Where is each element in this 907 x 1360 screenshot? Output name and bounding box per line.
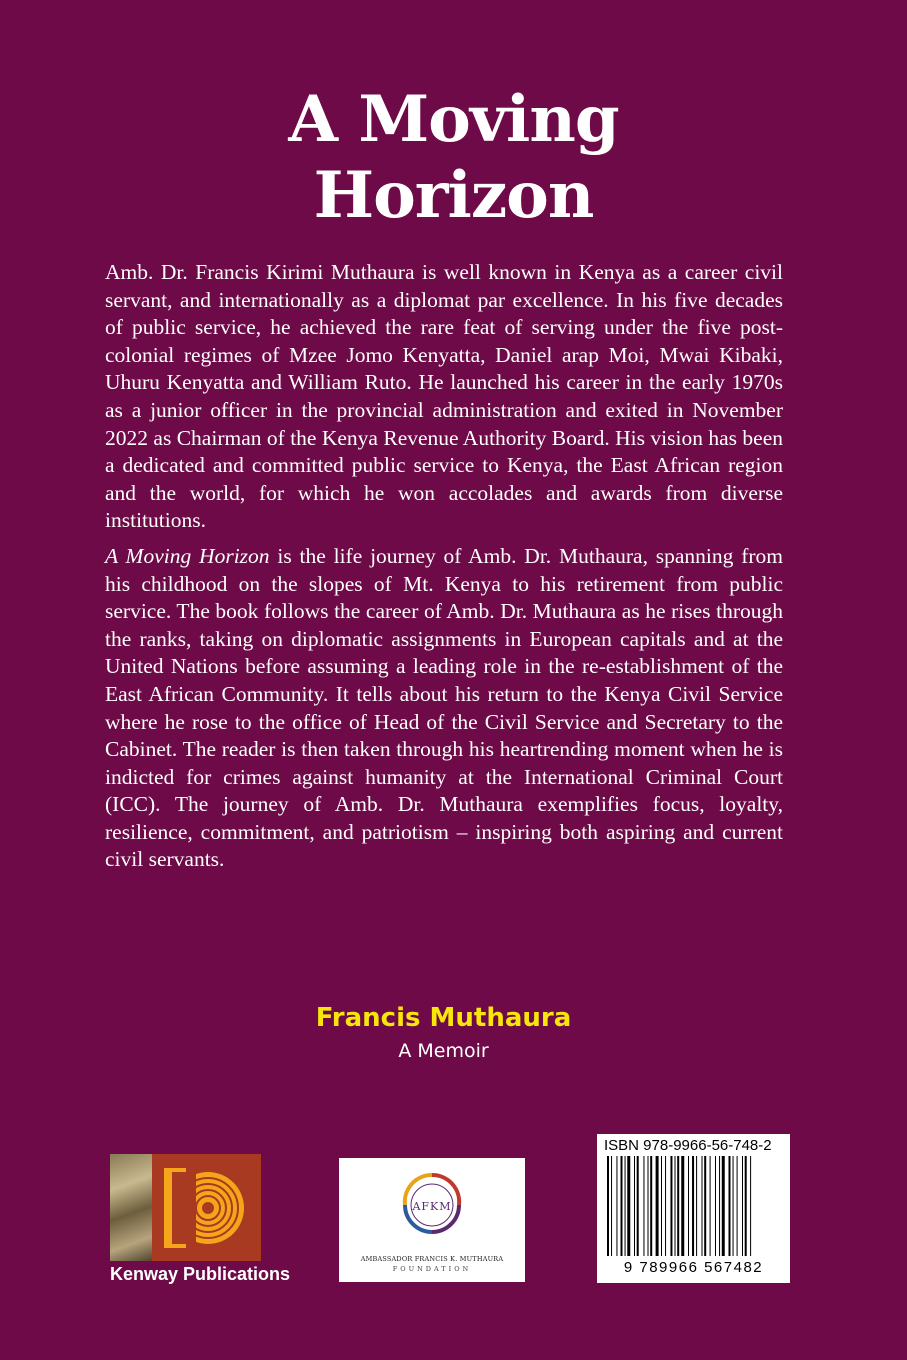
kenway-logo-photo [110,1154,152,1261]
blurb-book-title: A Moving Horizon [105,543,270,568]
book-subtitle: A Memoir [398,1040,489,1062]
blurb-paragraph-1: Amb. Dr. Francis Kirimi Muthaura is well known in Kenya as a career civil servant, and internationally as a diplomat par excellence. In his five decades of public service, he achieved the rare feat of serving under the five post-colonial regimes of Mzee Jomo Kenyatta, Daniel arap Moi, Mwai Kibaki, Uhuru Kenyatta and William Ruto. He launched his career in the early 1970s as a junior officer in the provincial administration and exited in November 2022 as Chairman of the Kenya Revenue Authority Board. His vision has been a dedicated and committed public service to Kenya, the East African region and the world, for which he won accolades and awards from diverse institutions. [105,260,783,533]
blurb-paragraph-2 [105,543,783,874]
book-title [0,82,907,234]
kenway-circles-icon [150,1162,260,1257]
isbn-barcode [597,1134,790,1283]
kenway-logo-text: Kenway Publications [110,1264,291,1284]
afkm-monogram: AFKM [412,1200,452,1213]
afkm-name: AMBASSADOR FRANCIS K. MUTHAURA [360,1255,504,1263]
afkm-foundation: FOUNDATION [392,1265,472,1273]
title-line-2: Horizon [313,158,594,233]
author-name: Francis Muthaura [315,1003,572,1033]
afkm-logo [339,1158,525,1282]
isbn-label: ISBN 978-9966-56-748-2 [604,1137,772,1154]
blurb-paragraph-2-text: is the life journey of Amb. Dr. Muthaura, spanning from his childhood on the slopes of Mt. Kenya to his retirement from public service. The book follows the career of Amb. Dr. Muthaura as he rises through the ranks, taking on diplomatic assignments in European capitals and at the United Nations before assuming a leading role in the re-establishment of the East African Community. It tells about his return to the Kenya Civil Service where he rose to the office of Head of the Civil Service and Secretary to the Cabinet. The reader is then taken through his heartrending moment when he is indicted for crimes against humanity at the International Criminal Court (ICC). The journey of Amb. Dr. Muthaura exemplifies focus, loyalty, resilience, commitment, and patriotism – inspiring both aspiring and current civil servants. [105,543,784,872]
kenway-logo [110,1154,295,1289]
blurb [105,259,783,882]
barcode-digits: 9 789966 567482 [623,1259,764,1276]
barcode-bars-icon [605,1156,782,1260]
title-line-1: A Moving [288,82,619,157]
